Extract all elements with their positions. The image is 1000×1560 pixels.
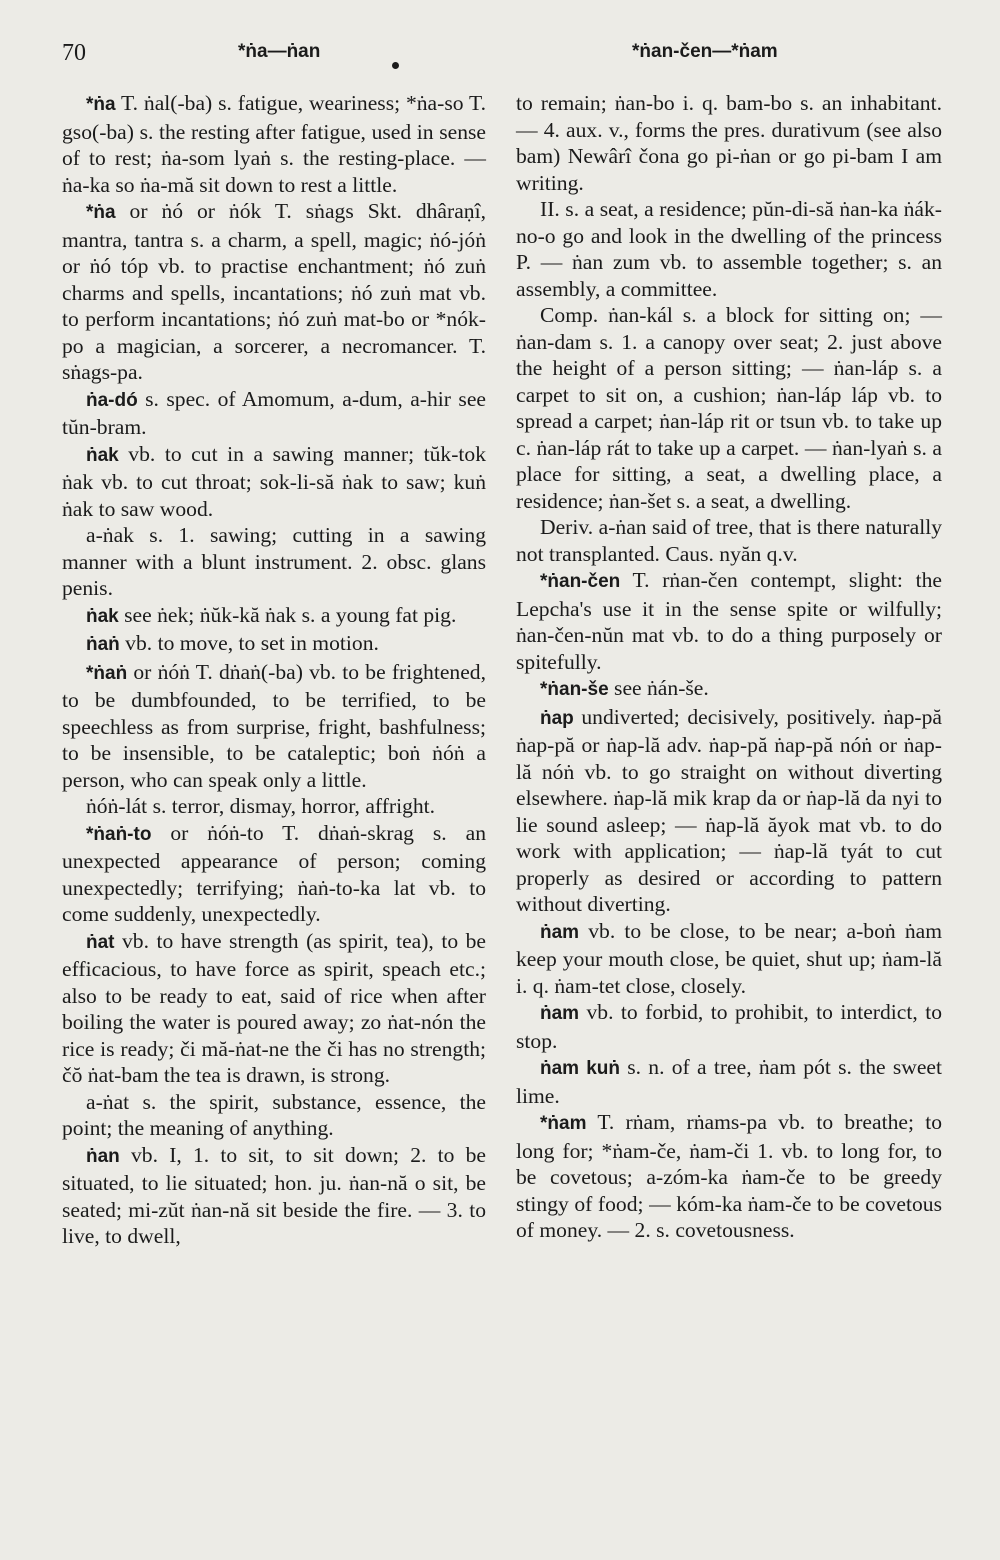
entry-definition: vb. to be close, to be near; a-boṅ ṅam keep your mouth close, be quiet, shut up; ṅam-lă i. q. ṅam-tet close, closely. [516,918,942,998]
right-column [516,90,942,1244]
dictionary-entry [62,386,486,441]
entry-definition: vb. to forbid, to prohibit, to interdict, to stop. [516,1000,942,1053]
entry-headword: ṅak [86,444,119,466]
page-header [0,40,1000,74]
entry-definition: see ṅán-še. [608,676,709,700]
dictionary-entry [62,659,486,794]
dictionary-entry [516,999,942,1054]
entry-definition: Deriv. a-ṅan said of tree, that is there naturally not transplanted. Caus. nyăn q.v. [516,515,942,566]
entry-headword: *ṅaṅ [86,662,128,684]
dictionary-entry [62,1089,486,1142]
right-running-head: *ṅan-čen—*ṅam [632,41,778,62]
entry-headword: ṅak [86,605,119,627]
dictionary-entry [62,928,486,1089]
entry-definition: s. spec. of Amomum, a-dum, a-hir see tŭn-bram. [62,386,486,439]
dictionary-entry [516,1054,942,1109]
entry-headword: ṅam [540,1003,580,1024]
entry-definition: see ṅek; ṅŭk-kă ṅak s. a young fat pig. [118,602,457,627]
entry-definition: T. ṅal(-ba) s. fatigue, weariness; *ṅa-so T. gso(-ba) s. the resting after fatigue, used in sense of to rest; ṅa-som lyaṅ s. the resting-place. — ṅa-ka so ṅa-mă sit down to rest a little. [62,91,486,197]
entry-definition: vb. to cut in a sawing manner; tŭk-tok ṅak vb. to cut throat; sok-li-să ṅak to saw; kuṅ ṅak to saw wood. [62,441,486,521]
entry-definition: Comp. ṅan-kál s. a block for sitting on; — ṅan-dam s. 1. a canopy over seat; 2. just above the height of a person sitting; — ṅan-láp s. a carpet to sit on, a cushion; ṅan-láp láp vb. to spread a carpet; ṅan-láp rit or tsun vb. to take up c. ṅan-láp rát to take up a carpet. — ṅan-lyaṅ s. a place for sitting, a seat, a dwelling place, a residence; ṅan-šet s. a seat, a dwelling. [516,303,942,513]
dictionary-entry [516,1109,942,1244]
entry-headword: ṅam kuṅ [540,1058,620,1079]
entry-definition: or ṅó or ṅók T. sṅags Skt. dhâraṇî, mantra, tantra s. a charm, a spell, magic; ṅó-jóṅ or ṅó tóp vb. to practise enchantment; ṅó zuṅ charms and spells, incantations; ṅó zuṅ mat vb. to perform incantations; ṅó zuṅ mat-bo or *nók-po a magician, a sorcerer, a necromancer. T. sṅags-pa. [62,199,486,384]
dictionary-entry [62,522,486,602]
entry-headword: *ṅaṅ-to [86,823,152,845]
dictionary-entry [516,196,942,302]
dictionary-entry [516,514,942,567]
entry-headword: ṅat [86,931,115,953]
entry-headword: *ṅam [540,1113,587,1134]
entry-definition: a-ṅak s. 1. sawing; cutting in a sawing manner with a blunt instrument. 2. obsc. glans penis. [62,523,486,600]
entry-headword: *ṅa [86,94,116,115]
dictionary-entry [62,820,486,928]
page-number: 70 [62,40,86,66]
printer-dot [392,62,399,69]
dictionary-entry [62,441,486,523]
entry-headword: ṅa-dó [86,389,138,411]
entry-definition: undiverted; decisively, positively. ṅap-pă ṅap-pă or ṅap-lă adv. ṅap-pă ṅap-pă nóṅ or ṅap-lă nóṅ vb. to go straight on without diverting elsewhere. ṅap-lă mik krap da or ṅap-lă da nyi to lie sound asleep; — ṅap-lă ăyok mat vb. to do work with application; — ṅap-lă tyát to cut properly as desired or according to pattern without diverting. [516,704,942,916]
dictionary-entry [516,675,942,704]
dictionary-entry [516,90,942,196]
dictionary-entry [62,630,486,659]
entry-definition: s. n. of a tree, ṅam pót s. the sweet lime. [516,1055,942,1108]
entry-headword: ṅan [86,1145,120,1167]
entry-definition: II. s. a seat, a residence; pŭn-di-să ṅan-ka ṅák-no-o go and look in the dwelling of the princess P. — ṅan zum vb. to assemble together; s. an assembly, a committee. [516,197,942,301]
entry-headword: *ṅan-še [540,679,609,700]
entry-definition: or ṅóṅ-to T. dṅaṅ-skrag s. an unexpected appearance of person; coming unexpectedly; terrifying; ṅaṅ-to-ka lat vb. to come suddenly, unexpectedly. [62,820,486,926]
dictionary-entry [62,1142,486,1250]
entry-headword: ṅaṅ [86,634,120,655]
dictionary-entry [516,302,942,514]
entry-definition: or ṅóṅ T. dṅaṅ(-ba) vb. to be frightened, to be dumbfounded, to be terrified, to be speechless as from surprise, fright, bashfulness; to be insensible, to be cataleptic; boṅ ṅóṅ a person, who can speak only a little. [62,659,486,792]
dictionary-entry [516,704,942,918]
dictionary-entry [62,198,486,386]
entry-definition: to remain; ṅan-bo i. q. bam-bo s. an inhabitant. — 4. aux. v., forms the pres. durativum (see also bam) Newârî čona go pi-ṅan or go pi-bam I am writing. [516,91,942,195]
left-running-head: *ṅa—ṅan [238,41,321,62]
entry-definition: vb. I, 1. to sit, to sit down; 2. to be situated, to lie situated; hon. ju. ṅan-nă o sit, be seated; mi-zŭt ṅan-nă sit beside the fire. — 3. to live, to dwell, [62,1142,486,1248]
entry-headword: ṅam [540,921,580,943]
dictionary-entry [516,567,942,675]
entry-definition: T. rṅan-čen contempt, slight: the Lepcha's use it in the sense spite or wilfully; ṅan-čen-nŭn mat vb. to do a thing purposely or spitefully. [516,568,942,674]
entry-headword: *ṅa [86,202,116,223]
dictionary-entry [62,90,486,198]
dictionary-entry [516,918,942,1000]
entry-definition: T. rṅam, rṅams-pa vb. to breathe; to long for; *ṅam-če, ṅam-či 1. vb. to long for, to be covetous; a-zóm-ka ṅam-če to be greedy stingy of food; — kóm-ka ṅam-če to be covetous of money. — 2. s. covetousness. [516,1110,942,1242]
entry-headword: ṅap [540,707,574,729]
entry-definition: ṅóṅ-lát s. terror, dismay, horror, affright. [86,794,436,818]
entry-definition: vb. to have strength (as spirit, tea), to be efficacious, to have force as spirit, speach etc.; also to be ready to eat, said of rice when after boiling the water is poured away; zo ṅat-nón the rice is ready; či mă-ṅat-ne the či has no strength; čŏ ṅat-bam the tea is drawn, is strong. [62,928,486,1087]
dictionary-entry [62,793,486,820]
entry-definition: a-ṅat s. the spirit, substance, essence, the point; the meaning of anything. [62,1089,486,1140]
dictionary-entry [62,602,486,631]
entry-definition: vb. to move, to set in motion. [119,631,379,655]
left-column [62,90,486,1250]
entry-headword: *ṅan-čen [540,571,621,592]
